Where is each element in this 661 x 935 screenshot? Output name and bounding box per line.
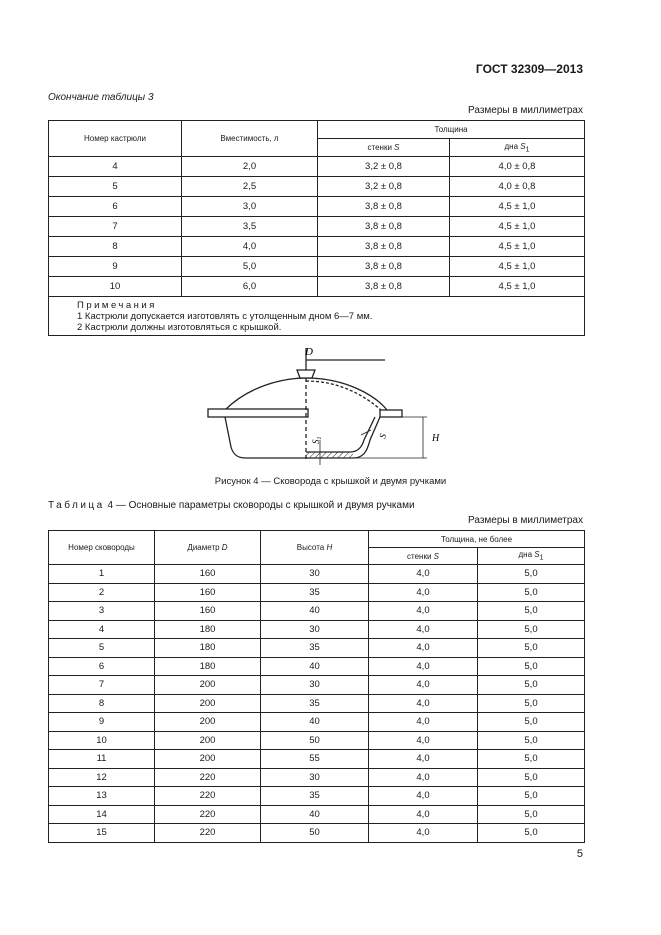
table-cell: 2 — [49, 583, 155, 602]
table-row — [49, 620, 585, 639]
table-row — [49, 257, 585, 277]
table-cell: 40 — [261, 805, 369, 824]
table-cell: 12 — [49, 768, 155, 787]
standard-header: ГОСТ 32309—2013 — [475, 62, 583, 76]
table-cell: 4,0 — [369, 713, 478, 732]
table-cell: 30 — [261, 768, 369, 787]
table-cell: 220 — [155, 768, 261, 787]
table4-header-number: Номер сковороды — [49, 531, 155, 565]
table-cell: 4,5 ± 1,0 — [450, 197, 585, 217]
table-cell: 220 — [155, 787, 261, 806]
table-cell: 35 — [261, 639, 369, 658]
table-cell: 7 — [49, 217, 182, 237]
table-cell: 5,0 — [478, 805, 585, 824]
table-cell: 3 — [49, 602, 155, 621]
table-cell: 4,0 — [369, 787, 478, 806]
table4-header-wall: стенки S — [369, 548, 478, 565]
table-cell: 8 — [49, 237, 182, 257]
table-cell: 5,0 — [478, 602, 585, 621]
table-cell: 5,0 — [478, 713, 585, 732]
pan-inner — [306, 417, 375, 452]
table-row — [49, 824, 585, 843]
table4 — [48, 530, 585, 843]
table-row — [49, 676, 585, 695]
table-cell: 10 — [49, 731, 155, 750]
left-handle — [208, 409, 308, 417]
table-row — [49, 731, 585, 750]
table-cell: 5,0 — [478, 694, 585, 713]
table-cell: 4,0 — [369, 676, 478, 695]
table4-header-bottom: дна $S_1$ — [478, 548, 585, 565]
label-h: H — [432, 433, 440, 444]
table-cell: 55 — [261, 750, 369, 769]
right-handle — [380, 410, 402, 417]
table-cell: 30 — [261, 565, 369, 584]
table-row — [49, 639, 585, 658]
pan-body-left — [225, 417, 306, 458]
notes-title: Примечания — [77, 300, 157, 311]
table-cell: 4 — [49, 157, 182, 177]
table-cell: 1 — [49, 565, 155, 584]
table-cell: 4,5 ± 1,0 — [450, 277, 585, 297]
table3-header-number: Номер кастрюли — [49, 121, 182, 157]
table-row — [49, 277, 585, 297]
table-cell: 4,0 — [369, 639, 478, 658]
table-cell: 30 — [261, 620, 369, 639]
table-cell: 35 — [261, 787, 369, 806]
table3-header-capacity: Вместимость, л — [182, 121, 318, 157]
table-cell: 5,0 — [478, 731, 585, 750]
table-cell: 3,8 ± 0,8 — [318, 197, 450, 217]
table-cell: 4,0 — [369, 824, 478, 843]
table-cell: 160 — [155, 602, 261, 621]
table-cell: 4,0 — [369, 620, 478, 639]
label-d: D — [305, 346, 313, 358]
table-cell: 5 — [49, 639, 155, 658]
table-cell: 14 — [49, 805, 155, 824]
table-cell: 50 — [261, 731, 369, 750]
table-cell: 200 — [155, 731, 261, 750]
table-cell: 4,0 ± 0,8 — [450, 177, 585, 197]
table4-header-thickness: Толщина, не более — [369, 531, 585, 548]
table-cell: 4,0 — [369, 657, 478, 676]
table-cell: 13 — [49, 787, 155, 806]
table-cell: 200 — [155, 750, 261, 769]
table-cell: 5,0 — [478, 620, 585, 639]
table-row — [49, 237, 585, 257]
table4-header-height: Высота H — [261, 531, 369, 565]
table-cell: 4,0 ± 0,8 — [450, 157, 585, 177]
table-row — [49, 657, 585, 676]
table-cell: 180 — [155, 657, 261, 676]
label-s: S — [377, 432, 389, 440]
table-cell: 5,0 — [478, 824, 585, 843]
table-cell: 4,0 — [182, 237, 318, 257]
table-cell: 3,2 ± 0,8 — [318, 157, 450, 177]
table-cell: 180 — [155, 620, 261, 639]
table-cell: 5,0 — [478, 787, 585, 806]
table-cell: 4,0 — [369, 750, 478, 769]
table-row — [49, 565, 585, 584]
table-cell: 4,0 — [369, 565, 478, 584]
table-cell: 40 — [261, 713, 369, 732]
frying-pan-figure — [195, 340, 455, 468]
table-cell: 3,8 ± 0,8 — [318, 257, 450, 277]
table-cell: 8 — [49, 694, 155, 713]
table-cell: 4,5 ± 1,0 — [450, 257, 585, 277]
table-cell: 7 — [49, 676, 155, 695]
table-row — [49, 602, 585, 621]
table-cell: 5 — [49, 177, 182, 197]
table-cell: 3,8 ± 0,8 — [318, 277, 450, 297]
table-cell: 3,2 ± 0,8 — [318, 177, 450, 197]
table-row — [49, 713, 585, 732]
table-cell: 4,0 — [369, 805, 478, 824]
table-cell: 200 — [155, 676, 261, 695]
table-row — [49, 583, 585, 602]
table-row — [49, 768, 585, 787]
table-cell: 6,0 — [182, 277, 318, 297]
table3-header-bottom: дна $S_1$ — [450, 139, 585, 157]
table-cell: 2,0 — [182, 157, 318, 177]
table-cell: 50 — [261, 824, 369, 843]
table-cell: 4 — [49, 620, 155, 639]
table-cell: 200 — [155, 694, 261, 713]
table3-header-thickness: Толщина — [318, 121, 585, 139]
table-cell: 5,0 — [478, 676, 585, 695]
table-cell: 35 — [261, 694, 369, 713]
table3-notes-cell — [49, 297, 585, 336]
table4-header-diameter: Диаметр D — [155, 531, 261, 565]
table-cell: 6 — [49, 657, 155, 676]
note-2: 2 Кастрюли должны изготовляться с крышкой. — [77, 322, 282, 333]
table-row — [49, 217, 585, 237]
table-row — [49, 787, 585, 806]
table-cell: 30 — [261, 676, 369, 695]
table-cell: 35 — [261, 583, 369, 602]
table-cell: 4,5 ± 1,0 — [450, 237, 585, 257]
table3 — [48, 120, 585, 336]
table3-header-wall: стенки S — [318, 139, 450, 157]
table-cell: 4,5 ± 1,0 — [450, 217, 585, 237]
table-cell: 5,0 — [182, 257, 318, 277]
table-row — [49, 694, 585, 713]
table-cell: 220 — [155, 805, 261, 824]
table-cell: 160 — [155, 565, 261, 584]
table-cell: 11 — [49, 750, 155, 769]
table-cell: 5,0 — [478, 750, 585, 769]
table-row — [49, 750, 585, 769]
table-cell: 3,8 ± 0,8 — [318, 237, 450, 257]
table-cell: 40 — [261, 602, 369, 621]
note-1: 1 Кастрюли допускается изготовлять с утолщенным дном 6—7 мм. — [77, 311, 373, 322]
table3-notes — [49, 297, 585, 336]
table-cell: 5,0 — [478, 639, 585, 658]
table-row — [49, 805, 585, 824]
table-cell: 6 — [49, 197, 182, 217]
bottom-hatch — [306, 452, 353, 458]
table-cell: 160 — [155, 583, 261, 602]
table-cell: 5,0 — [478, 583, 585, 602]
table-cell: 40 — [261, 657, 369, 676]
table-cell: 3,0 — [182, 197, 318, 217]
label-s1: $S_1$ — [311, 436, 323, 444]
table-cell: 4,0 — [369, 602, 478, 621]
table-cell: 5,0 — [478, 768, 585, 787]
table-cell: 3,5 — [182, 217, 318, 237]
dim-s-line — [361, 430, 371, 435]
table-cell: 4,0 — [369, 694, 478, 713]
figure-caption: Рисунок 4 — Сковорода с крышкой и двумя ручками — [214, 476, 447, 487]
table-cell: 2,5 — [182, 177, 318, 197]
table4-title: Таблица 4 — Основные параметры сковороды с крышкой и двумя ручками — [48, 500, 415, 511]
table4-units: Размеры в миллиметрах — [468, 515, 583, 526]
table-cell: 5,0 — [478, 565, 585, 584]
lid-knob — [297, 370, 315, 378]
table3-units: Размеры в миллиметрах — [468, 105, 583, 116]
table-cell: 15 — [49, 824, 155, 843]
table-row — [49, 197, 585, 217]
table-cell: 4,0 — [369, 768, 478, 787]
table-cell: 200 — [155, 713, 261, 732]
table-row — [49, 177, 585, 197]
table-cell: 3,8 ± 0,8 — [318, 217, 450, 237]
table3-continuation: Окончание таблицы 3 — [48, 92, 154, 103]
table-cell: 10 — [49, 277, 182, 297]
table-cell: 180 — [155, 639, 261, 658]
table-cell: 220 — [155, 824, 261, 843]
table-cell: 9 — [49, 257, 182, 277]
table-cell: 5,0 — [478, 657, 585, 676]
page-number: 5 — [576, 848, 583, 860]
table-cell: 9 — [49, 713, 155, 732]
table-cell: 4,0 — [369, 583, 478, 602]
table-cell: 4,0 — [369, 731, 478, 750]
table-row — [49, 157, 585, 177]
